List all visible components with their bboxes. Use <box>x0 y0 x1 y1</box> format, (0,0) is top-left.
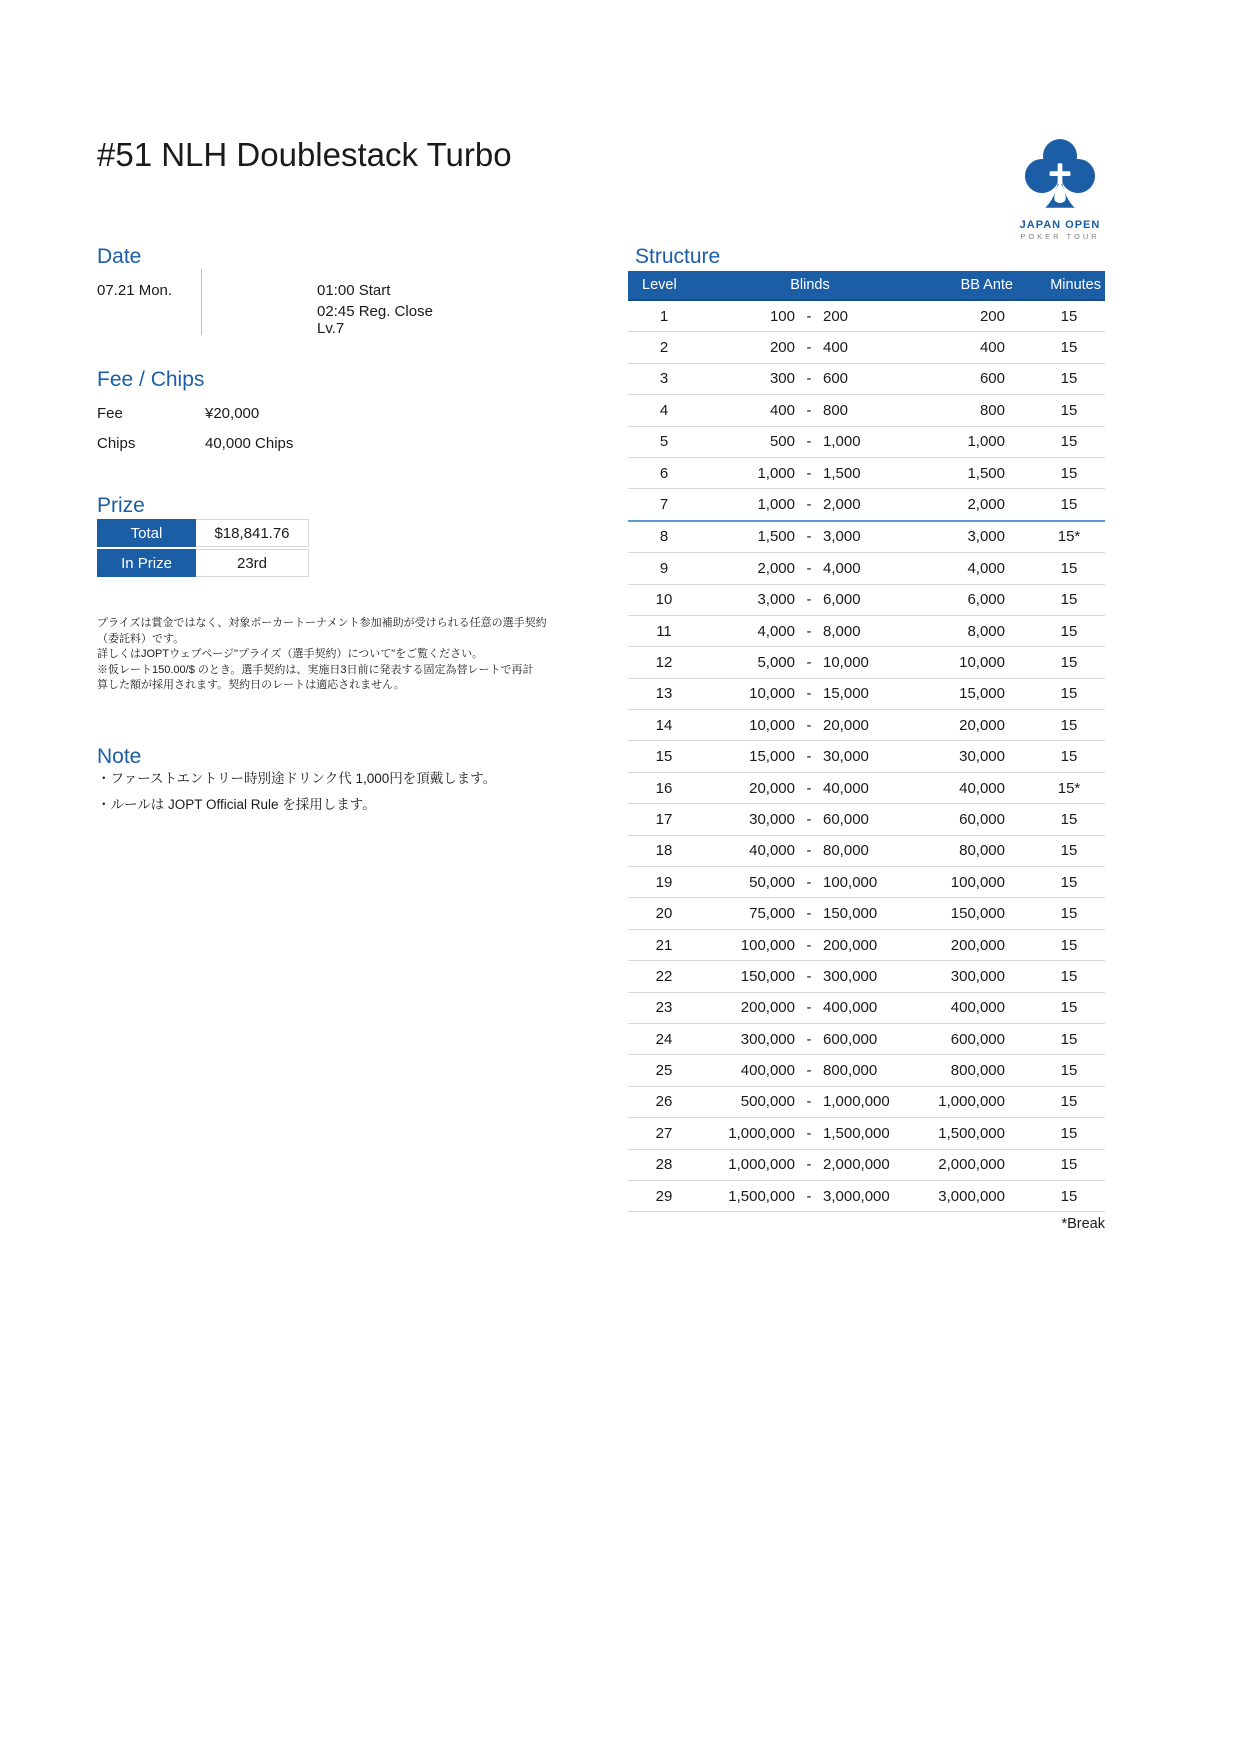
fee-label: Fee <box>97 404 123 422</box>
big-blind: 300,000 <box>823 967 878 985</box>
bb-ante-cell: 150,000 <box>920 898 1015 929</box>
minutes-cell: 15 <box>1015 992 1105 1023</box>
blinds-dash: - <box>806 433 812 451</box>
structure-row <box>628 426 1105 457</box>
small-blind: 200,000 <box>740 999 795 1017</box>
blinds-dash: - <box>806 496 812 514</box>
logo-text-japan-open: JAPAN OPEN <box>1019 219 1101 231</box>
blinds-cell <box>700 457 920 488</box>
structure-row <box>628 992 1105 1023</box>
minutes-cell: 15 <box>1015 584 1105 615</box>
structure-row <box>628 521 1105 553</box>
bb-ante-cell: 300,000 <box>920 961 1015 992</box>
structure-row <box>628 1086 1105 1117</box>
blinds-cell <box>700 1055 920 1086</box>
big-blind: 600,000 <box>823 1030 878 1048</box>
small-blind: 1,500,000 <box>728 1187 795 1205</box>
blinds-cell <box>700 961 920 992</box>
small-blind: 200 <box>769 339 795 357</box>
big-blind: 200,000 <box>823 936 878 954</box>
small-blind: 100,000 <box>740 936 795 954</box>
blinds-dash: - <box>806 873 812 891</box>
disclaimer-line: （委託料）です。 <box>97 632 185 645</box>
level-cell: 11 <box>628 615 700 646</box>
date-divider <box>201 269 202 335</box>
big-blind: 80,000 <box>823 842 869 860</box>
blinds-dash: - <box>806 999 812 1017</box>
blinds-cell <box>700 898 920 929</box>
blinds-cell <box>700 1118 920 1149</box>
structure-table <box>628 271 1105 1212</box>
date-day: 07.21 Mon. <box>97 281 173 299</box>
minutes-cell: 15 <box>1015 1086 1105 1117</box>
bb-ante-cell: 2,000 <box>920 489 1015 521</box>
blinds-dash: - <box>806 779 812 797</box>
big-blind: 30,000 <box>823 748 869 766</box>
structure-row <box>628 1055 1105 1086</box>
big-blind: 40,000 <box>823 779 869 797</box>
big-blind: 60,000 <box>823 810 869 828</box>
big-blind: 800,000 <box>823 1062 878 1080</box>
minutes-cell: 15 <box>1015 332 1105 363</box>
small-blind: 10,000 <box>749 685 795 703</box>
minutes-cell: 15 <box>1015 426 1105 457</box>
big-blind: 400 <box>823 339 849 357</box>
minutes-cell: 15 <box>1015 300 1105 332</box>
structure-row <box>628 647 1105 678</box>
blinds-dash: - <box>806 528 812 546</box>
minutes-cell: 15 <box>1015 363 1105 394</box>
structure-row <box>628 332 1105 363</box>
jopt-logo <box>1012 138 1108 241</box>
big-blind: 6,000 <box>823 591 861 609</box>
structure-row <box>628 1149 1105 1180</box>
level-cell: 10 <box>628 584 700 615</box>
big-blind: 200 <box>823 307 849 325</box>
level-cell: 26 <box>628 1086 700 1117</box>
level-cell: 8 <box>628 521 700 553</box>
bb-ante-cell: 3,000,000 <box>920 1180 1015 1211</box>
big-blind: 3,000 <box>823 528 861 546</box>
blinds-dash: - <box>806 1156 812 1174</box>
big-blind: 3,000,000 <box>823 1187 890 1205</box>
structure-row <box>628 1180 1105 1211</box>
bb-ante-cell: 1,500 <box>920 457 1015 488</box>
small-blind: 75,000 <box>749 905 795 923</box>
small-blind: 30,000 <box>749 810 795 828</box>
blinds-dash: - <box>806 559 812 577</box>
level-cell: 17 <box>628 804 700 835</box>
minutes-cell: 15 <box>1015 395 1105 426</box>
structure-row <box>628 772 1105 803</box>
minutes-cell: 15 <box>1015 1055 1105 1086</box>
disclaimer-line: 算した額が採用されます。契約日のレートは適応されません。 <box>97 679 405 691</box>
blinds-dash: - <box>806 1124 812 1142</box>
blinds-cell <box>700 772 920 803</box>
level-cell: 29 <box>628 1180 700 1211</box>
small-blind: 1,500 <box>757 528 795 546</box>
level-cell: 13 <box>628 678 700 709</box>
level-cell: 21 <box>628 929 700 960</box>
blinds-cell <box>700 332 920 363</box>
big-blind: 2,000 <box>823 496 861 514</box>
minutes-cell: 15 <box>1015 678 1105 709</box>
blinds-cell <box>700 647 920 678</box>
big-blind: 800 <box>823 401 849 419</box>
minutes-cell: 15 <box>1015 961 1105 992</box>
minutes-cell: 15 <box>1015 647 1105 678</box>
blinds-cell <box>700 615 920 646</box>
chips-value: 40,000 Chips <box>205 434 294 452</box>
note-item: ・ルールは JOPT Official Rule を採用します。 <box>97 797 376 812</box>
blinds-cell <box>700 804 920 835</box>
level-cell: 3 <box>628 363 700 394</box>
blinds-dash: - <box>806 1030 812 1048</box>
bb-ante-cell: 3,000 <box>920 521 1015 553</box>
level-cell: 20 <box>628 898 700 929</box>
column-header-blinds: Blinds <box>700 271 920 300</box>
blinds-dash: - <box>806 716 812 734</box>
level-cell: 12 <box>628 647 700 678</box>
disclaimer-line: プライズは賞金ではなく、対象ポーカートーナメント参加補助が受けられる任意の選手契約 <box>97 617 547 629</box>
bb-ante-cell: 1,000 <box>920 426 1015 457</box>
small-blind: 40,000 <box>749 842 795 860</box>
structure-row <box>628 363 1105 394</box>
big-blind: 100,000 <box>823 873 878 891</box>
big-blind: 15,000 <box>823 685 869 703</box>
disclaimer-line: 詳しくはJOPTウェブページ"プライズ（選手契約）について"をご覧ください。 <box>97 648 484 660</box>
structure-row <box>628 741 1105 772</box>
prize-inprize-row <box>97 549 309 577</box>
small-blind: 400 <box>769 401 795 419</box>
column-header-level: Level <box>628 271 700 300</box>
minutes-cell: 15 <box>1015 710 1105 741</box>
blinds-cell <box>700 1023 920 1054</box>
blinds-dash: - <box>806 1062 812 1080</box>
structure-heading: Structure <box>635 245 721 268</box>
minutes-cell: 15 <box>1015 1118 1105 1149</box>
blinds-cell <box>700 426 920 457</box>
structure-row <box>628 395 1105 426</box>
blinds-cell <box>700 553 920 584</box>
blinds-cell <box>700 363 920 394</box>
bb-ante-cell: 200,000 <box>920 929 1015 960</box>
big-blind: 1,500 <box>823 464 861 482</box>
structure-header-row <box>628 271 1105 300</box>
bb-ante-cell: 8,000 <box>920 615 1015 646</box>
prize-disclaimer <box>97 616 583 694</box>
structure-row <box>628 300 1105 332</box>
blinds-cell <box>700 741 920 772</box>
bb-ante-cell: 600,000 <box>920 1023 1015 1054</box>
level-cell: 24 <box>628 1023 700 1054</box>
fee-value: ¥20,000 <box>205 404 260 422</box>
minutes-cell: 15 <box>1015 1180 1105 1211</box>
level-cell: 28 <box>628 1149 700 1180</box>
column-header-bb-ante: BB Ante <box>920 271 1015 300</box>
structure-row <box>628 553 1105 584</box>
minutes-cell: 15 <box>1015 1149 1105 1180</box>
blinds-cell <box>700 867 920 898</box>
blinds-dash: - <box>806 685 812 703</box>
blinds-cell <box>700 584 920 615</box>
blinds-cell <box>700 835 920 866</box>
blinds-dash: - <box>806 591 812 609</box>
small-blind: 300,000 <box>740 1030 795 1048</box>
level-cell: 4 <box>628 395 700 426</box>
blinds-cell <box>700 521 920 553</box>
small-blind: 1,000 <box>757 464 795 482</box>
bb-ante-cell: 800 <box>920 395 1015 426</box>
minutes-cell: 15* <box>1015 772 1105 803</box>
bb-ante-cell: 200 <box>920 300 1015 332</box>
minutes-cell: 15 <box>1015 898 1105 929</box>
structure-row <box>628 1118 1105 1149</box>
date-start-time: 01:00 Start <box>317 281 391 299</box>
big-blind: 4,000 <box>823 559 861 577</box>
column-header-minutes: Minutes <box>1015 271 1105 300</box>
small-blind: 20,000 <box>749 779 795 797</box>
blinds-dash: - <box>806 748 812 766</box>
chips-label: Chips <box>97 434 136 452</box>
minutes-cell: 15 <box>1015 867 1105 898</box>
big-blind: 20,000 <box>823 716 869 734</box>
structure-row <box>628 804 1105 835</box>
bb-ante-cell: 100,000 <box>920 867 1015 898</box>
bb-ante-cell: 30,000 <box>920 741 1015 772</box>
small-blind: 500,000 <box>740 1093 795 1111</box>
blinds-dash: - <box>806 905 812 923</box>
bb-ante-cell: 10,000 <box>920 647 1015 678</box>
small-blind: 3,000 <box>757 591 795 609</box>
structure-row <box>628 961 1105 992</box>
fee-chips-heading: Fee / Chips <box>97 368 205 391</box>
blinds-dash: - <box>806 401 812 419</box>
level-cell: 23 <box>628 992 700 1023</box>
structure-row <box>628 929 1105 960</box>
note-heading: Note <box>97 745 142 768</box>
level-cell: 9 <box>628 553 700 584</box>
structure-row <box>628 1023 1105 1054</box>
bb-ante-cell: 40,000 <box>920 772 1015 803</box>
minutes-cell: 15 <box>1015 835 1105 866</box>
structure-row <box>628 710 1105 741</box>
small-blind: 400,000 <box>740 1062 795 1080</box>
big-blind: 8,000 <box>823 622 861 640</box>
minutes-cell: 15 <box>1015 553 1105 584</box>
level-cell: 27 <box>628 1118 700 1149</box>
date-table <box>97 275 457 335</box>
small-blind: 2,000 <box>757 559 795 577</box>
blinds-dash: - <box>806 967 812 985</box>
blinds-dash: - <box>806 810 812 828</box>
blinds-cell <box>700 992 920 1023</box>
blinds-dash: - <box>806 1187 812 1205</box>
level-cell: 2 <box>628 332 700 363</box>
logo-text-poker-tour: POKER TOUR <box>1020 232 1100 241</box>
small-blind: 300 <box>769 370 795 388</box>
blinds-dash: - <box>806 653 812 671</box>
blinds-dash: - <box>806 464 812 482</box>
small-blind: 1,000,000 <box>728 1156 795 1174</box>
level-cell: 7 <box>628 489 700 521</box>
bb-ante-cell: 80,000 <box>920 835 1015 866</box>
blinds-dash: - <box>806 307 812 325</box>
small-blind: 50,000 <box>749 873 795 891</box>
date-reg-close: 02:45 Reg. Close Lv.7 <box>317 303 433 337</box>
structure-row <box>628 867 1105 898</box>
structure-row <box>628 584 1105 615</box>
prize-table <box>97 519 309 579</box>
small-blind: 4,000 <box>757 622 795 640</box>
bb-ante-cell: 4,000 <box>920 553 1015 584</box>
big-blind: 400,000 <box>823 999 878 1017</box>
bb-ante-cell: 20,000 <box>920 710 1015 741</box>
bb-ante-cell: 6,000 <box>920 584 1015 615</box>
note-item: ・ファーストエントリー時別途ドリンク代 1,000円を頂戴します。 <box>97 771 497 786</box>
big-blind: 1,500,000 <box>823 1124 890 1142</box>
small-blind: 1,000,000 <box>728 1124 795 1142</box>
minutes-cell: 15* <box>1015 521 1105 553</box>
bb-ante-cell: 400 <box>920 332 1015 363</box>
bb-ante-cell: 800,000 <box>920 1055 1015 1086</box>
club-logo-icon <box>1012 138 1108 214</box>
level-cell: 15 <box>628 741 700 772</box>
big-blind: 600 <box>823 370 849 388</box>
level-cell: 18 <box>628 835 700 866</box>
structure-row <box>628 678 1105 709</box>
small-blind: 15,000 <box>749 748 795 766</box>
minutes-cell: 15 <box>1015 741 1105 772</box>
level-cell: 19 <box>628 867 700 898</box>
blinds-cell <box>700 300 920 332</box>
big-blind: 10,000 <box>823 653 869 671</box>
blinds-dash: - <box>806 1093 812 1111</box>
blinds-cell <box>700 1086 920 1117</box>
blinds-dash: - <box>806 622 812 640</box>
prize-total-value: $18,841.76 <box>196 519 309 547</box>
prize-inprize-value: 23rd <box>196 549 309 577</box>
level-cell: 16 <box>628 772 700 803</box>
minutes-cell: 15 <box>1015 489 1105 521</box>
blinds-cell <box>700 929 920 960</box>
minutes-cell: 15 <box>1015 615 1105 646</box>
prize-total-label: Total <box>97 519 196 547</box>
blinds-dash: - <box>806 370 812 388</box>
disclaimer-line: ※仮レート150.00/$ のとき。選手契約は、実施日3日前に発表する固定為替レートで再計 <box>97 663 534 676</box>
bb-ante-cell: 15,000 <box>920 678 1015 709</box>
blinds-cell <box>700 395 920 426</box>
minutes-cell: 15 <box>1015 804 1105 835</box>
structure-row <box>628 489 1105 521</box>
blinds-dash: - <box>806 936 812 954</box>
blinds-cell <box>700 678 920 709</box>
big-blind: 1,000,000 <box>823 1093 890 1111</box>
structure-row <box>628 898 1105 929</box>
prize-heading: Prize <box>97 494 145 517</box>
minutes-cell: 15 <box>1015 457 1105 488</box>
level-cell: 14 <box>628 710 700 741</box>
page-title: #51 NLH Doublestack Turbo <box>97 136 512 173</box>
bb-ante-cell: 400,000 <box>920 992 1015 1023</box>
blinds-cell <box>700 1149 920 1180</box>
note-items <box>97 766 496 818</box>
fee-chips-table <box>97 398 293 458</box>
date-heading: Date <box>97 245 142 268</box>
bb-ante-cell: 60,000 <box>920 804 1015 835</box>
blinds-cell <box>700 1180 920 1211</box>
level-cell: 5 <box>628 426 700 457</box>
bb-ante-cell: 2,000,000 <box>920 1149 1015 1180</box>
structure-row <box>628 835 1105 866</box>
level-cell: 25 <box>628 1055 700 1086</box>
blinds-cell <box>700 710 920 741</box>
blinds-cell <box>700 489 920 521</box>
structure-row <box>628 615 1105 646</box>
structure-row <box>628 457 1105 488</box>
small-blind: 10,000 <box>749 716 795 734</box>
minutes-cell: 15 <box>1015 1023 1105 1054</box>
small-blind: 100 <box>769 307 795 325</box>
blinds-dash: - <box>806 339 812 357</box>
prize-inprize-label: In Prize <box>97 549 196 577</box>
small-blind: 150,000 <box>740 967 795 985</box>
level-cell: 22 <box>628 961 700 992</box>
small-blind: 1,000 <box>757 496 795 514</box>
bb-ante-cell: 1,500,000 <box>920 1118 1015 1149</box>
big-blind: 1,000 <box>823 433 861 451</box>
bb-ante-cell: 600 <box>920 363 1015 394</box>
level-cell: 1 <box>628 300 700 332</box>
big-blind: 2,000,000 <box>823 1156 890 1174</box>
small-blind: 5,000 <box>757 653 795 671</box>
break-footnote: *Break <box>1061 1216 1105 1232</box>
minutes-cell: 15 <box>1015 929 1105 960</box>
level-cell: 6 <box>628 457 700 488</box>
big-blind: 150,000 <box>823 905 878 923</box>
prize-total-row <box>97 519 309 547</box>
small-blind: 500 <box>769 433 795 451</box>
bb-ante-cell: 1,000,000 <box>920 1086 1015 1117</box>
blinds-dash: - <box>806 842 812 860</box>
